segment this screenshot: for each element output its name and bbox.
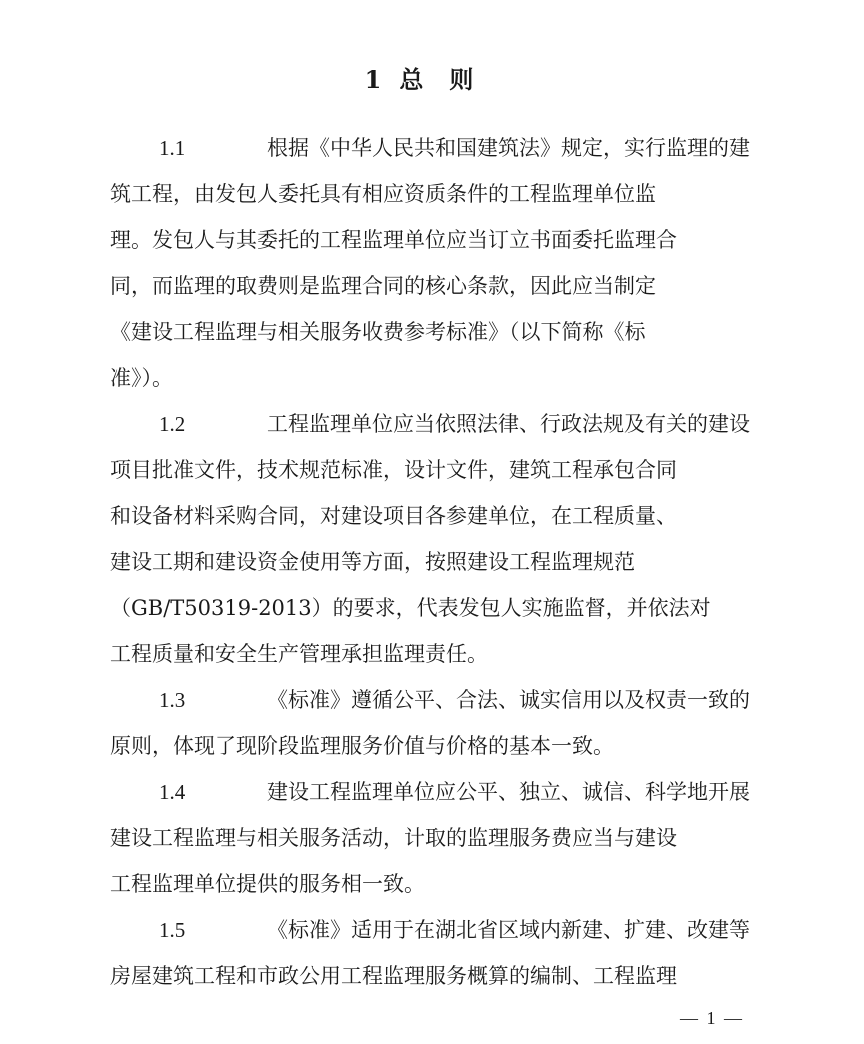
paragraph-line — [159, 908, 750, 952]
section-number: 1.3 — [159, 688, 186, 712]
paragraph-line: 准》）。 — [110, 366, 173, 390]
paragraph-line: 工程质量和安全生产管理承担监理责任。 — [110, 642, 488, 666]
paragraph-line: 《建设工程监理与相关服务收费参考标准》（以下简称《标 — [110, 320, 646, 344]
paragraph-line — [159, 678, 750, 722]
section-number: 1.1 — [159, 136, 186, 160]
paragraph-line: 原则，体现了现阶段监理服务价值与价格的基本一致。 — [110, 734, 614, 758]
paragraph-line — [159, 402, 750, 446]
paragraph-line: 筑工程，由发包人委托具有相应资质条件的工程监理单位监 — [110, 182, 656, 206]
paragraph-line: 房屋建筑工程和市政公用工程监理服务概算的编制、工程监理 — [110, 964, 677, 988]
paragraph-line: 工程监理单位提供的服务相一致。 — [110, 872, 425, 896]
paragraph-line: 建设工期和建设资金使用等方面，按照建设工程监理规范 — [110, 550, 635, 574]
paragraph-line: 理。发包人与其委托的工程监理单位应当订立书面委托监理合 — [110, 228, 677, 252]
line-text: 《标准》适用于在湖北省区域内新建、扩建、改建等 — [267, 918, 750, 942]
page-number: — 1 — — [680, 1008, 744, 1028]
line-text: 根据《中华人民共和国建筑法》规定，实行监理的建 — [267, 136, 750, 160]
paragraph-line: 和设备材料采购合同，对建设项目各参建单位，在工程质量、 — [110, 504, 677, 528]
title-text: 总则 — [399, 65, 500, 94]
page-title — [0, 58, 864, 102]
section-number: 1.5 — [159, 918, 186, 942]
paragraph-line: 建设工程监理与相关服务活动，计取的监理服务费应当与建设 — [110, 826, 677, 850]
paragraph-line: 项目批准文件，技术规范标准，设计文件，建筑工程承包合同 — [110, 458, 677, 482]
line-text: 建设工程监理单位应公平、独立、诚信、科学地开展 — [267, 780, 750, 804]
line-text: 《标准》遵循公平、合法、诚实信用以及权责一致的 — [267, 688, 750, 712]
section-number: 1.4 — [159, 780, 186, 804]
paragraph-line: 同，而监理的取费则是监理合同的核心条款，因此应当制定 — [110, 274, 656, 298]
paragraph-line — [159, 770, 750, 814]
line-text: 工程监理单位应当依照法律、行政法规及有关的建设 — [267, 412, 750, 436]
title-number: 1 — [364, 65, 386, 94]
section-number: 1.2 — [159, 412, 186, 436]
paragraph-line: （GB/T50319-2013）的要求，代表发包人实施监督，并依法对 — [110, 596, 711, 620]
paragraph-line — [159, 126, 750, 170]
